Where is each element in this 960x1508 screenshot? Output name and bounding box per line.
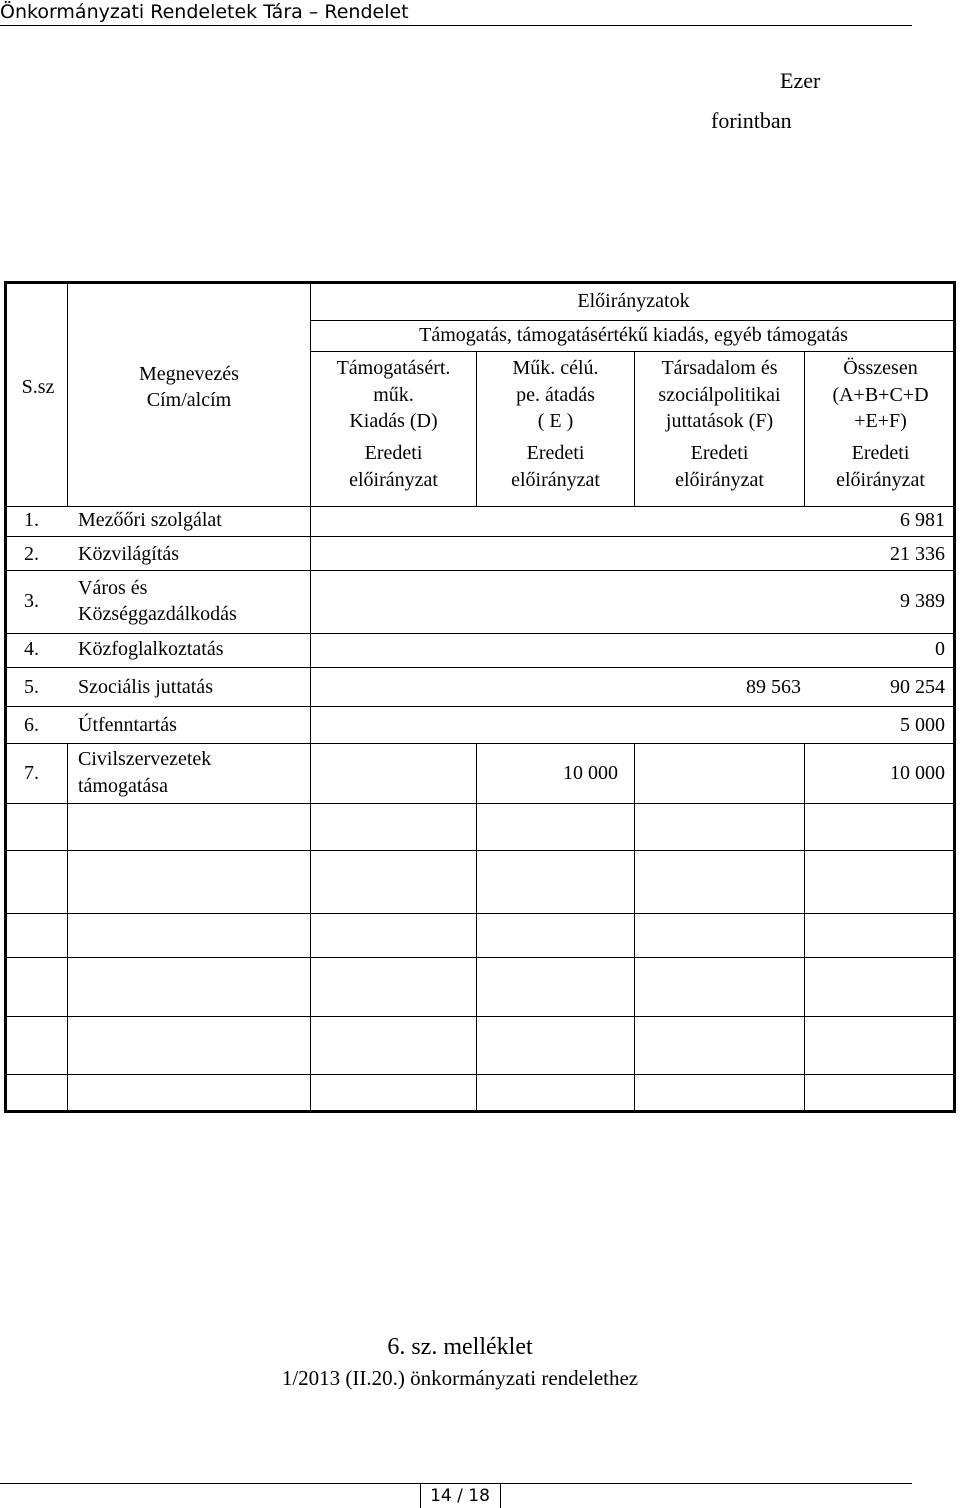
col-header-f-1: Társadalom és: [661, 357, 778, 379]
row-7-total: 10 000: [890, 762, 945, 784]
row-6-num: 6.: [24, 714, 39, 736]
document-header-title: Önkormányzati Rendeletek Tára – Rendelet: [0, 1, 409, 23]
col-divider-num-lower: [67, 744, 68, 1113]
col-header-total-3: +E+F): [854, 410, 907, 432]
col-header-d-3: Kiadás (D): [349, 410, 438, 432]
row-rule-6: [4, 743, 956, 744]
unit-label-line1: Ezer: [780, 68, 821, 93]
row-5-f: 89 563: [746, 676, 801, 698]
col-header-name-2: Cím/alcím: [146, 389, 232, 411]
row-4-num: 4.: [24, 638, 39, 660]
col-header-total-1: Összesen: [843, 357, 918, 379]
col-sub-e-2: előirányzat: [511, 469, 600, 491]
page-number: 14 / 18: [430, 1486, 490, 1506]
row-rule-11: [4, 1016, 956, 1017]
head-rule-1: [310, 320, 956, 321]
row-1-total: 6 981: [900, 509, 945, 531]
col-header-f-3: juttatások (F): [665, 410, 774, 432]
row-2-total: 21 336: [890, 543, 945, 565]
row-5-name: Szociális juttatás: [78, 676, 213, 698]
head-rule-2: [310, 351, 956, 352]
annex-title: 6. sz. melléklet: [387, 1334, 533, 1360]
decree-reference: 1/2013 (II.20.) önkormányzati rendelethez: [281, 1366, 639, 1390]
row-3-num: 3.: [24, 590, 39, 612]
row-6-total: 5 000: [900, 714, 945, 736]
row-rule-1: [4, 536, 956, 537]
row-rule-12: [4, 1074, 956, 1075]
col-header-e-2: pe. átadás: [516, 384, 595, 406]
subgroup-header-title: Támogatás, támogatásértékű kiadás, egyéb támogatás: [419, 324, 848, 346]
row-2-num: 2.: [24, 543, 39, 565]
header-divider: [0, 25, 912, 26]
col-header-f-2: szociálpolitikai: [658, 384, 781, 406]
row-5-total: 90 254: [890, 676, 945, 698]
col-header-name-1: Megnevezés: [139, 363, 239, 385]
row-7-name-2: támogatása: [78, 775, 168, 797]
row-7-e: 10 000: [563, 762, 618, 784]
footer-divider: [0, 1483, 912, 1484]
col-header-d-2: műk.: [373, 384, 414, 406]
col-header-d-1: Támogatásért.: [336, 357, 451, 379]
row-3-name-1: Város és: [78, 577, 148, 599]
col-sub-f-1: Eredeti: [690, 442, 749, 464]
row-2-name: Közvilágítás: [78, 543, 180, 565]
row-rule-9: [4, 913, 956, 914]
col-header-e-1: Műk. célú.: [512, 357, 599, 379]
row-3-total: 9 389: [900, 590, 945, 612]
row-rule-4: [4, 667, 956, 668]
pager-right-border: [500, 1483, 501, 1508]
row-7-num: 7.: [24, 762, 39, 784]
col-header-total-2: (A+B+C+D: [832, 384, 929, 406]
row-6-name: Útfenntartás: [78, 714, 177, 736]
row-3-name-2: Községgazdálkodás: [78, 603, 237, 625]
row-rule-5: [4, 706, 956, 707]
col-sub-f-2: előirányzat: [675, 469, 764, 491]
row-rule-7: [4, 803, 956, 804]
col-sub-total-1: Eredeti: [851, 442, 910, 464]
row-rule-3: [4, 633, 956, 634]
col-header-num: S.sz: [21, 376, 55, 398]
row-4-name: Közfoglalkoztatás: [78, 638, 224, 660]
col-sub-d-2: előirányzat: [349, 469, 438, 491]
unit-label-line2: forintban: [711, 108, 792, 133]
col-divider-num: [67, 281, 68, 506]
col-header-e-3: ( E ): [537, 410, 574, 432]
col-sub-e-1: Eredeti: [526, 442, 585, 464]
col-sub-total-2: előirányzat: [836, 469, 925, 491]
row-rule-8: [4, 850, 956, 851]
col-divider-f-lower: [804, 744, 805, 1113]
row-rule-2: [4, 570, 956, 571]
col-sub-d-1: Eredeti: [364, 442, 423, 464]
col-divider-d-lower: [476, 744, 477, 1113]
row-4-total: 0: [935, 638, 945, 660]
group-header-title: Előirányzatok: [577, 290, 690, 312]
row-rule-10: [4, 957, 956, 958]
row-1-name: Mezőőri szolgálat: [78, 509, 222, 531]
row-7-name-1: Civilszervezetek: [78, 748, 212, 770]
row-1-num: 1.: [24, 509, 39, 531]
col-divider-e-lower: [634, 744, 635, 1113]
row-5-num: 5.: [24, 676, 39, 698]
